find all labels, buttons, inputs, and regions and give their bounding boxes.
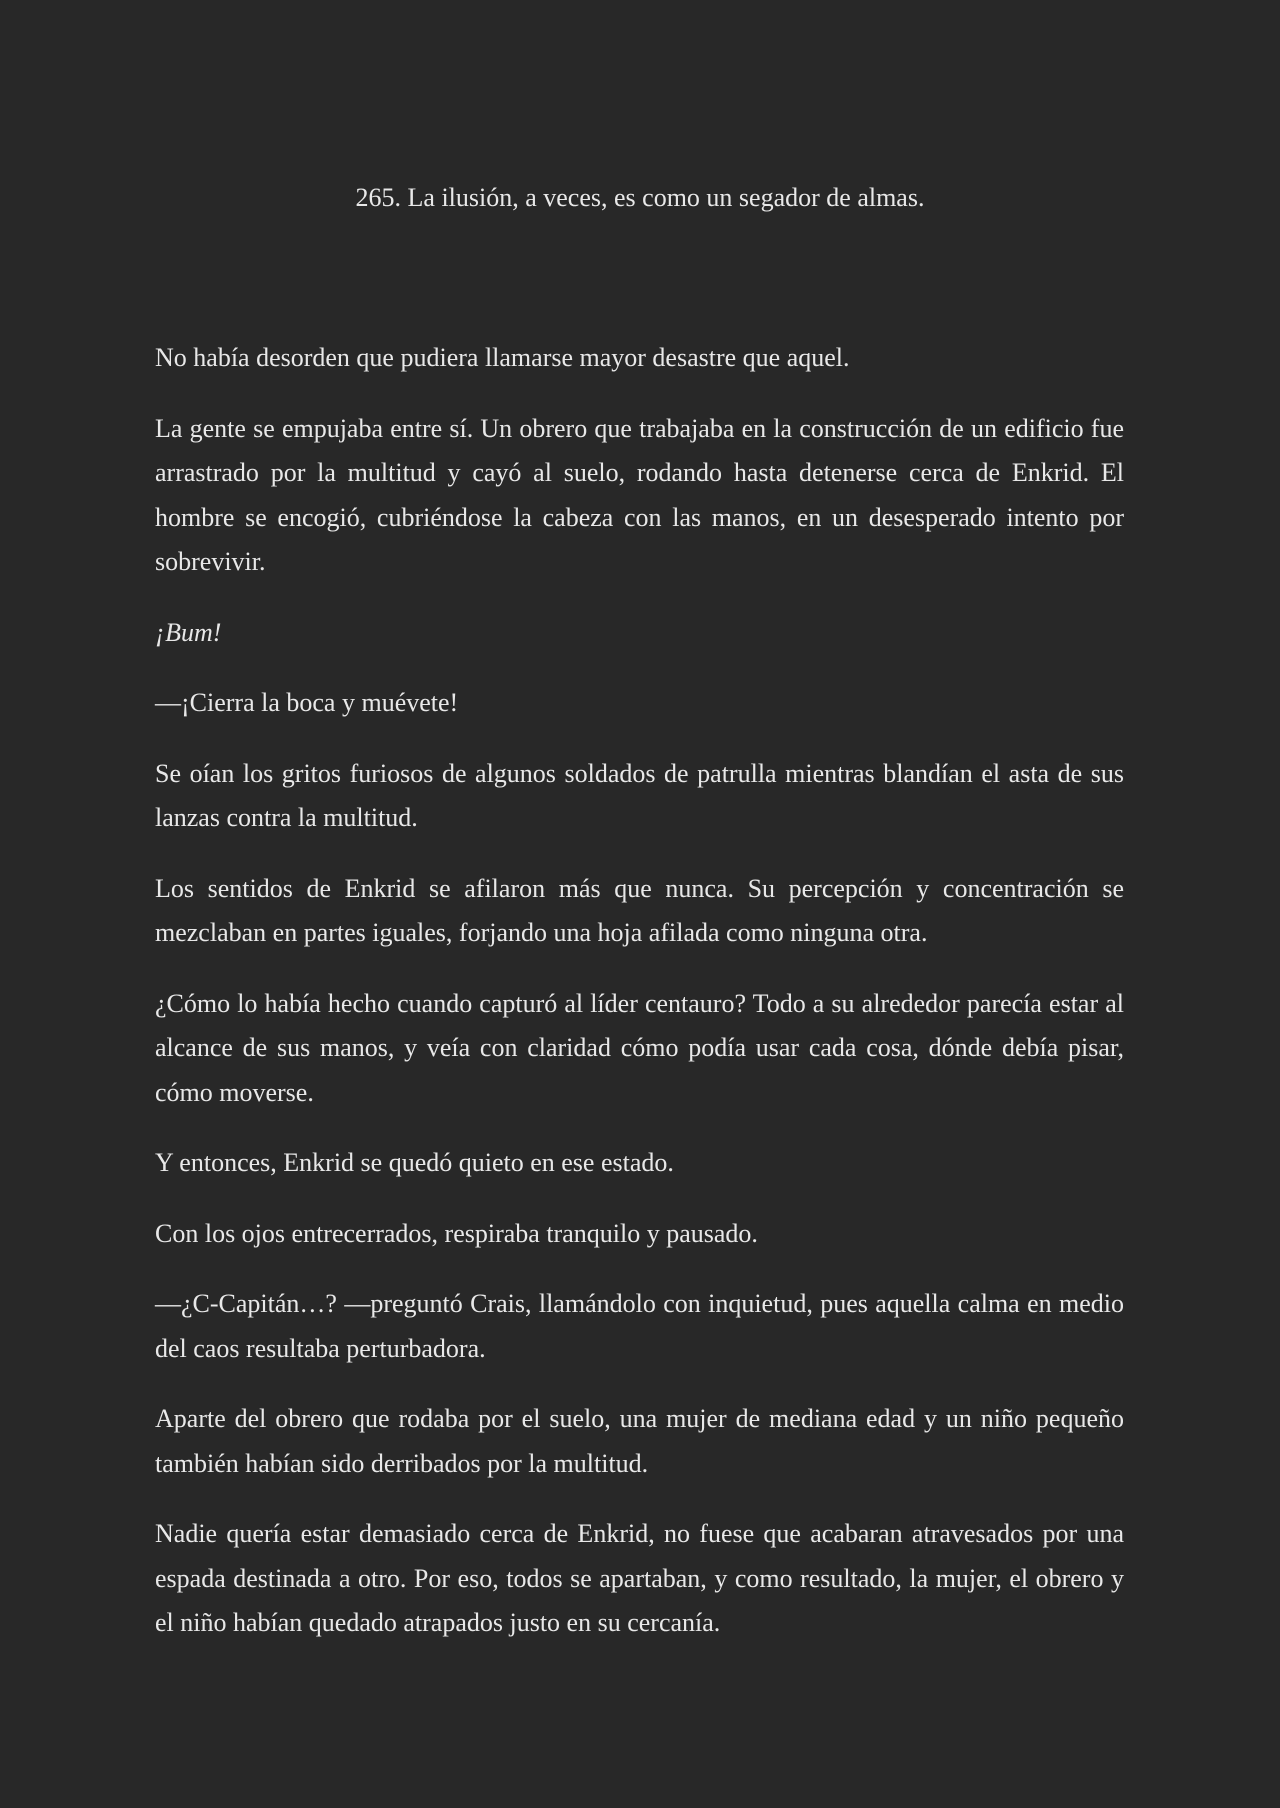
paragraph: Nadie quería estar demasiado cerca de Enkrid, no fuese que acabaran atravesados por una espada destinada a otro. Por eso, todos se apartaban, y como resultado, la mujer, el obrero y el niño habían quedado atrapados justo en su cercanía. bbox=[155, 1519, 1124, 1637]
paragraph-dialogue: —¿C-Capitán…? —preguntó Crais, llamándolo con inquietud, pues aquella calma en medio del caos resultaba perturbadora. bbox=[155, 1289, 1124, 1363]
paragraph: La gente se empujaba entre sí. Un obrero que trabajaba en la construcción de un edificio fue arrastrado por la multitud y cayó al suelo, rodando hasta detenerse cerca de Enkrid. El hombre se encogió, cubriéndose la cabeza con las manos, en un desesperado intento por sobrevivir. bbox=[155, 413, 1124, 576]
paragraph: Se oían los gritos furiosos de algunos soldados de patrulla mientras blandían el asta de sus lanzas contra la multitud. bbox=[155, 758, 1124, 832]
paragraph: ¿Cómo lo había hecho cuando capturó al líder centauro? Todo a su alrededor parecía estar al alcance de sus manos, y veía con claridad cómo podía usar cada cosa, dónde debía pisar, cómo moverse. bbox=[155, 988, 1124, 1107]
paragraph: No había desorden que pudiera llamarse mayor desastre que aquel. bbox=[155, 343, 850, 372]
paragraph: Y entonces, Enkrid se quedó quieto en ese estado. bbox=[155, 1148, 674, 1177]
paragraph-dialogue: —¡Cierra la boca y muévete! bbox=[155, 688, 459, 717]
paragraph: Con los ojos entrecerrados, respiraba tranquilo y pausado. bbox=[155, 1218, 758, 1248]
paragraph-sound-effect: ¡Bum! bbox=[155, 617, 222, 647]
chapter-body bbox=[155, 336, 1124, 1672]
chapter-title: 265. La ilusión, a veces, es como un segador de almas. bbox=[355, 183, 925, 212]
paragraph: Aparte del obrero que rodaba por el suelo, una mujer de mediana edad y un niño pequeño también habían sido derribados por la multitud. bbox=[155, 1404, 1124, 1478]
paragraph: Los sentidos de Enkrid se afilaron más que nunca. Su percepción y concentración se mezclaban en partes iguales, forjando una hoja afilada como ninguna otra. bbox=[155, 873, 1124, 947]
